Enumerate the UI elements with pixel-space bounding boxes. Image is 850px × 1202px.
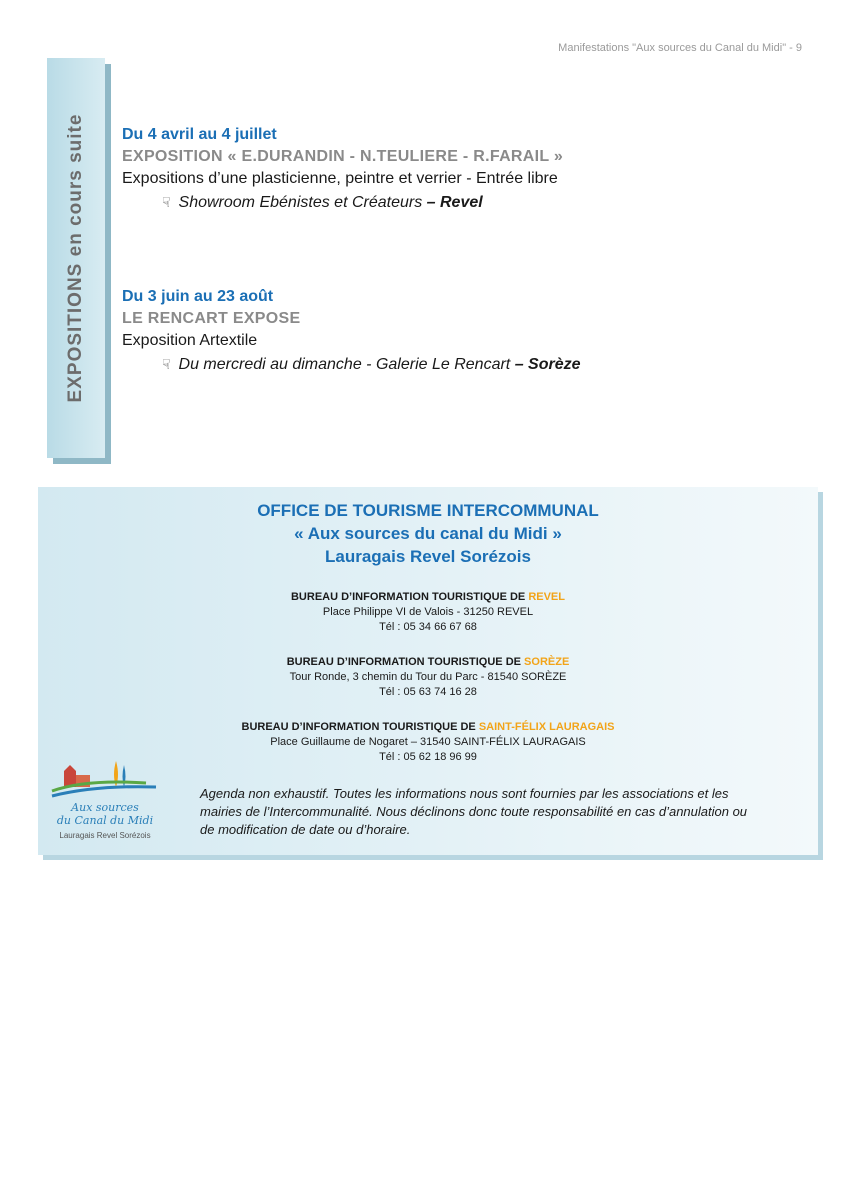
office-subtitle: « Aux sources du canal du Midi » [294,524,562,543]
bureau-town: REVEL [528,591,565,603]
tourism-logo [46,749,164,849]
bureau-soreze [38,655,818,700]
tourism-office-box [38,487,818,855]
event-description: Expositions d’une plasticienne, peintre et verrier - Entrée libre [122,170,558,187]
event-item [122,286,581,377]
event-place [122,352,581,377]
bureau-phone: Tél : 05 34 66 67 68 [379,621,477,633]
event-title: EXPOSITION « E.DURANDIN - N.TEULIERE - R.FARAIL » [122,148,564,165]
bureau-address: Place Philippe VI de Valois - 31250 REVEL [322,606,534,618]
pointing-hand-icon: ☟ [162,194,171,210]
event-title: LE RENCART EXPOSE [122,310,301,327]
bureau-label: BUREAU D’INFORMATION TOURISTIQUE DE [241,721,479,733]
event-place [122,190,563,215]
bureau-revel [38,590,818,635]
side-tab-label: EXPOSITIONS en cours suite [65,113,86,403]
event-place-town: – Sorèze [514,356,581,373]
office-region: Lauragais Revel Sorézois [325,547,531,566]
bureau-label: BUREAU D’INFORMATION TOURISTIQUE DE [290,591,529,603]
bureau-phone: Tél : 05 63 74 16 28 [379,686,477,698]
event-item [122,124,563,215]
event-place-town: – Revel [426,194,483,211]
pointing-hand-icon: ☟ [162,356,171,372]
bureau-town: SORÈZE [524,656,570,668]
event-place-name: Showroom Ebénistes et Créateurs [178,194,427,211]
disclaimer: Agenda non exhaustif. Toutes les informations nous sont fournies par les associations et les mairies de l’Intercommunalité. Nous déclinons donc toute responsabilité en cas d’annulation ou de modification de date ou d’horaire. [200,786,748,837]
event-description: Exposition Artextile [122,332,258,349]
bureau-address: Tour Ronde, 3 chemin du Tour du Parc - 81540 SORÈZE [289,671,567,683]
bureau-label: BUREAU D’INFORMATION TOURISTIQUE DE [286,656,525,668]
event-place-name: Du mercredi au dimanche - Galerie Le Rencart [178,356,515,373]
bureau-phone: Tél : 05 62 18 96 99 [379,751,477,763]
logo-line-2: du Canal du Midi [56,814,154,827]
bureau-town: SAINT-FÉLIX LAURAGAIS [478,721,615,733]
logo-mark-icon [46,749,164,801]
event-date: Du 3 juin au 23 août [122,288,274,305]
logo-line-1: Aux sources [71,801,139,814]
office-title: OFFICE DE TOURISME INTERCOMMUNAL [257,501,599,520]
bureau-address: Place Guillaume de Nogaret – 31540 SAINT-FÉLIX LAURAGAIS [270,736,586,748]
running-header: Manifestations "Aux sources du Canal du Midi" - 9 [558,42,802,54]
logo-line-3: Lauragais Revel Sorézois [59,831,151,840]
office-heading [38,499,818,568]
event-date: Du 4 avril au 4 juillet [122,126,277,143]
